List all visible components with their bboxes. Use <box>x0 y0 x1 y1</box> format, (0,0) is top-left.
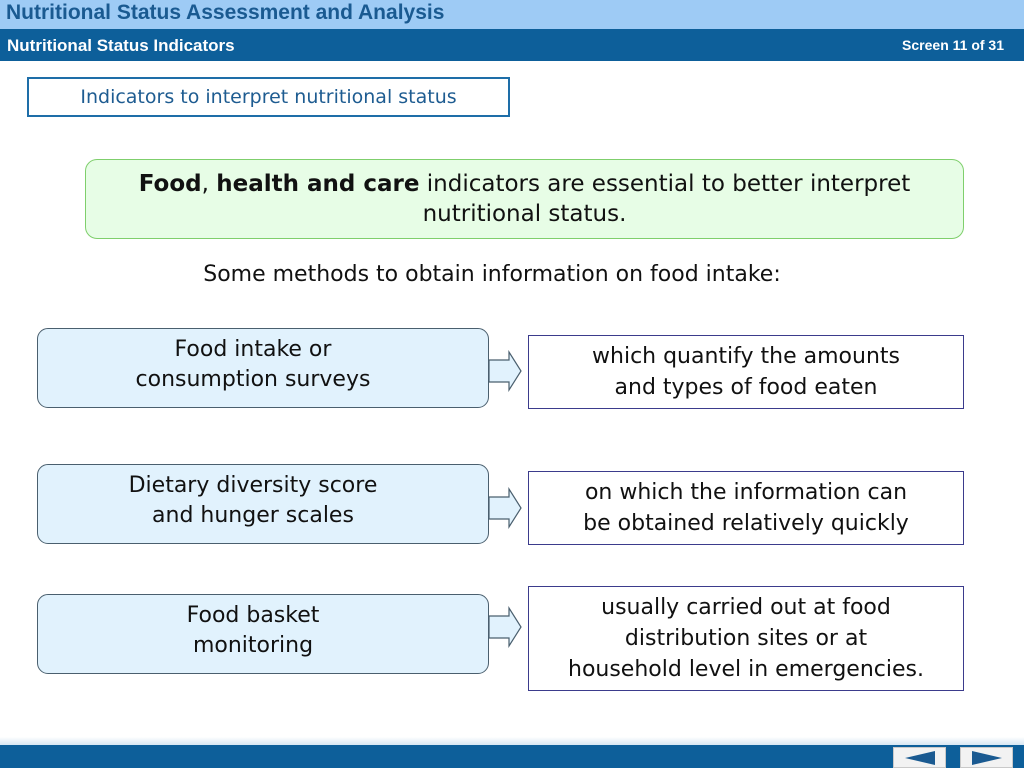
description-line: which quantify the amounts <box>592 344 900 369</box>
back-triangle-icon <box>904 750 936 766</box>
section-header <box>0 29 1024 61</box>
description-line: and types of food eaten <box>614 375 878 400</box>
method-label-line: Food basket <box>186 603 320 628</box>
description-line: be obtained relatively quickly <box>583 511 909 536</box>
course-title: Nutritional Status Assessment and Analysis <box>6 1 445 24</box>
method-label-line: and hunger scales <box>152 503 354 528</box>
key-message-separator: , <box>201 171 217 197</box>
method-description-text <box>592 341 900 403</box>
method-label-line: Food intake or <box>174 337 332 362</box>
description-line: on which the information can <box>584 480 908 505</box>
key-message-bold-food: Food <box>138 171 202 197</box>
right-arrow-icon <box>487 487 523 529</box>
key-message-rest: indicators are essential to better interpret nutritional status. <box>419 171 911 227</box>
back-button[interactable] <box>893 747 946 768</box>
description-line: usually carried out at food <box>601 595 891 620</box>
key-message-callout <box>85 159 964 239</box>
method-label-line: monitoring <box>192 633 314 658</box>
method-label <box>136 335 371 395</box>
methods-intro: Some methods to obtain information on food intake: <box>203 262 781 287</box>
method-description-food-basket <box>528 586 964 691</box>
method-label <box>187 601 320 661</box>
method-box-food-basket <box>37 594 489 674</box>
method-label-line: consumption surveys <box>135 367 371 392</box>
method-description-food-intake <box>528 335 964 409</box>
method-description-dietary-diversity <box>528 471 964 545</box>
right-arrow-icon <box>487 606 523 648</box>
description-line: distribution sites or at <box>624 626 868 651</box>
method-label <box>129 471 378 531</box>
footer-bar <box>0 745 1024 768</box>
method-box-food-intake <box>37 328 489 408</box>
course-header <box>0 0 1024 29</box>
section-title: Nutritional Status Indicators <box>7 36 235 55</box>
topic-label: Indicators to interpret nutritional status <box>27 77 510 117</box>
right-arrow-icon <box>487 350 523 392</box>
next-button[interactable] <box>960 747 1013 768</box>
method-description-text <box>568 592 924 685</box>
description-line: household level in emergencies. <box>568 657 924 682</box>
key-message-bold-health-care: health and care <box>216 171 420 197</box>
next-triangle-icon <box>971 750 1003 766</box>
screen-counter: Screen 11 of 31 <box>902 37 1004 53</box>
method-label-line: Dietary diversity score <box>128 473 378 498</box>
method-description-text <box>583 477 909 539</box>
key-message-text <box>86 169 963 229</box>
method-box-dietary-diversity <box>37 464 489 544</box>
